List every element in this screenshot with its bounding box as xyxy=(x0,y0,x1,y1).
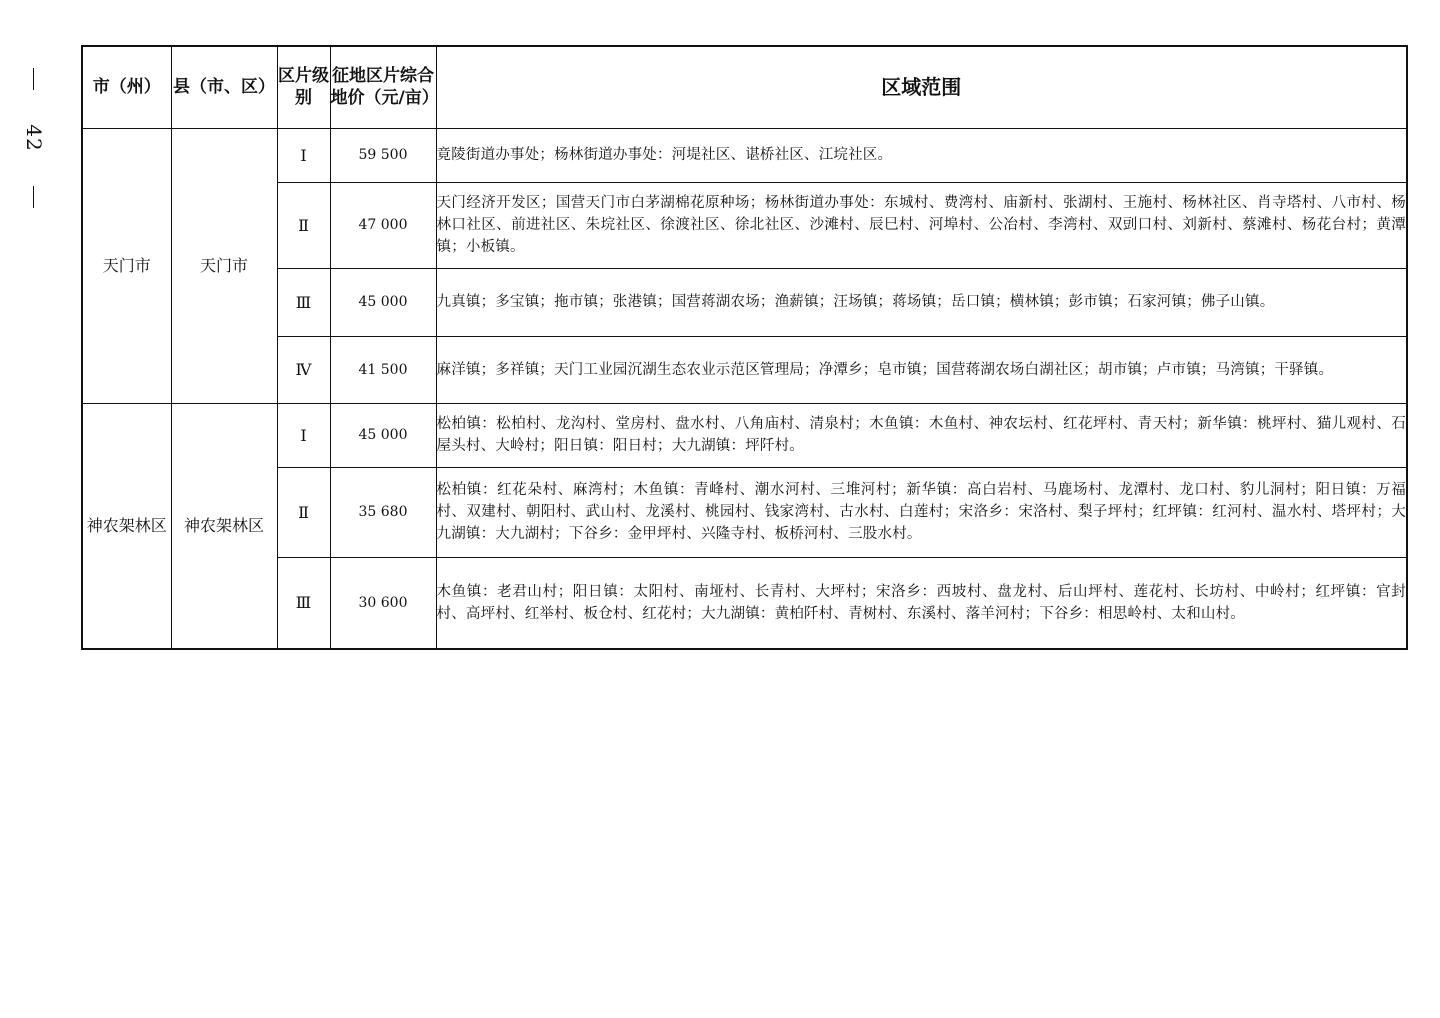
price-cell: 45 000 xyxy=(330,403,436,467)
county-cell: 神农架林区 xyxy=(171,403,277,649)
table-header-row xyxy=(82,46,1407,128)
price-cell: 45 000 xyxy=(330,268,436,336)
table-row xyxy=(82,403,1407,467)
price-cell: 41 500 xyxy=(330,336,436,403)
price-cell: 59 500 xyxy=(330,128,436,182)
page-number-text: 42 xyxy=(22,124,46,152)
city-cell: 神农架林区 xyxy=(82,403,171,649)
scope-cell: 松柏镇：松柏村、龙沟村、堂房村、盘水村、八角庙村、清泉村；木鱼镇：木鱼村、神农坛村、红花坪村、青天村；新华镇：桃坪村、猫儿观村、石屋头村、大岭村；阳日镇：阳日村；大九湖镇：坪阡村。 xyxy=(436,403,1407,467)
grade-cell: Ⅲ xyxy=(277,268,330,336)
land-price-table xyxy=(81,45,1408,650)
city-cell: 天门市 xyxy=(82,128,171,403)
grade-cell: Ⅲ xyxy=(277,557,330,649)
price-cell: 35 680 xyxy=(330,467,436,557)
page-number-dash-bottom xyxy=(33,186,34,208)
header-scope: 区域范围 xyxy=(436,46,1407,128)
table-row xyxy=(82,268,1407,336)
scope-cell: 竟陵街道办事处；杨林街道办事处：河堤社区、谌桥社区、江垸社区。 xyxy=(436,128,1407,182)
page-number xyxy=(14,68,54,218)
table-row xyxy=(82,128,1407,182)
scope-cell: 天门经济开发区；国营天门市白茅湖棉花原种场；杨林街道办事处：东城村、费湾村、庙新村、张湖村、王施村、杨林社区、肖寺塔村、八市村、杨林口社区、前进社区、朱垸社区、徐渡社区、徐北社区、沙滩村、辰巳村、河埠村、公冶村、李湾村、双剅口村、刘新村、蔡滩村、杨花台村；黄潭镇；小板镇。 xyxy=(436,182,1407,268)
price-cell: 30 600 xyxy=(330,557,436,649)
scope-cell: 九真镇；多宝镇；拖市镇；张港镇；国营蒋湖农场；渔薪镇；汪场镇；蒋场镇；岳口镇；横林镇；彭市镇；石家河镇；佛子山镇。 xyxy=(436,268,1407,336)
table-row xyxy=(82,467,1407,557)
scope-cell: 松柏镇：红花朵村、麻湾村；木鱼镇：青峰村、潮水河村、三堆河村；新华镇：高白岩村、马鹿场村、龙潭村、龙口村、豹儿洞村；阳日镇：万福村、双建村、朝阳村、武山村、龙溪村、桃园村、钱家湾村、古水村、白莲村；宋洛乡：宋洛村、梨子坪村；红坪镇：红河村、温水村、塔坪村；大九湖镇：大九湖村；下谷乡：金甲坪村、兴隆寺村、板桥河村、三股水村。 xyxy=(436,467,1407,557)
county-cell: 天门市 xyxy=(171,128,277,403)
table-row xyxy=(82,336,1407,403)
scope-cell: 木鱼镇：老君山村；阳日镇：太阳村、南垭村、长青村、大坪村；宋洛乡：西坡村、盘龙村、后山坪村、莲花村、长坊村、中岭村；红坪镇：官封村、高坪村、红举村、板仓村、红花村；大九湖镇：黄柏阡村、青树村、东溪村、落羊河村；下谷乡：相思岭村、太和山村。 xyxy=(436,557,1407,649)
price-cell: 47 000 xyxy=(330,182,436,268)
header-price: 征地区片综合地价（元/亩） xyxy=(330,46,436,128)
grade-cell: Ⅰ xyxy=(277,403,330,467)
grade-cell: Ⅳ xyxy=(277,336,330,403)
grade-cell: Ⅰ xyxy=(277,128,330,182)
header-grade: 区片级别 xyxy=(277,46,330,128)
grade-cell: Ⅱ xyxy=(277,467,330,557)
header-county: 县（市、区） xyxy=(171,46,277,128)
table-row xyxy=(82,557,1407,649)
page-number-dash-top xyxy=(33,68,34,90)
grade-cell: Ⅱ xyxy=(277,182,330,268)
header-city: 市（州） xyxy=(82,46,171,128)
scope-cell: 麻洋镇；多祥镇；天门工业园沉湖生态农业示范区管理局；净潭乡；皂市镇；国营蒋湖农场白湖社区；胡市镇；卢市镇；马湾镇；干驿镇。 xyxy=(436,336,1407,403)
table-row xyxy=(82,182,1407,268)
